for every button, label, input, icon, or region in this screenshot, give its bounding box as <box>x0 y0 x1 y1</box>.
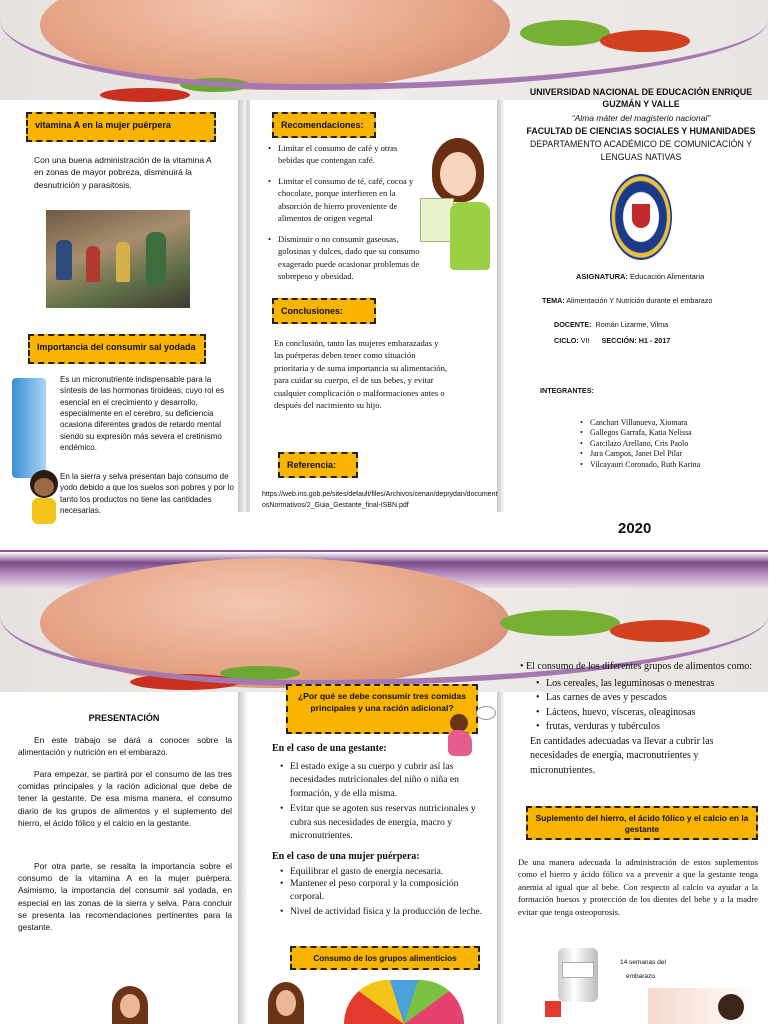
food-groups-content <box>520 660 756 778</box>
vitamin-a-text: Con una buena administración de la vitamina A en zonas de mayor pobreza, disminuirá la desnutrición y parasitosis. <box>34 155 212 190</box>
tomato-shape <box>100 88 190 102</box>
list-item: • Nivel de actividad física y la producción de leche. <box>280 906 490 918</box>
iodine-text: Es un micronutriente indispensable para la síntesis de las hormonas tiroideas, cuyo rol es esencial en el crecimiento y desarrollo, especialmente en el cerebro, su deficiencia ocasiona diferentes grados de retardo mental siendo su expresión más severa el cretinismo endémico. <box>60 375 225 453</box>
list-item: • Lácteos, huevo, vísceras, oleaginosas <box>536 706 756 721</box>
list-item: • Las carnes de aves y pescados <box>536 691 756 706</box>
supplement-note: 14 semanas del <box>620 959 666 966</box>
child-figure <box>86 246 100 282</box>
list-item: • Limitar el consumo de té, café, cocoa y chocolate, porque interfieren en la absorción de hierro proveniente de alimentos de origen vegetal <box>268 175 422 225</box>
presentation-title: PRESENTACIÓN <box>88 713 160 723</box>
list-item: • Evitar que se agoten sus reservas nutricionales y cubra sus necesidades de energía, macro y micronutrientes. <box>280 802 488 842</box>
woman-photo <box>268 982 304 1024</box>
reference-title-box <box>278 452 358 478</box>
pregnant-woman-photo <box>648 988 758 1024</box>
list-item: • Equilibrar el gasto de energía necesaria. <box>280 866 490 878</box>
woman-reading-cartoon <box>420 138 496 272</box>
university-name: UNIVERSIDAD NACIONAL DE EDUCACIÓN ENRIQUE GUZMÁN Y VALLE <box>529 87 753 110</box>
university-seal <box>610 174 672 260</box>
department-name: DEPARTAMENTO ACADÉMICO DE COMUNICACIÓN Y LENGUAS NATIVAS <box>529 139 753 162</box>
child-figure <box>116 242 130 282</box>
cycle-line: CICLO: VII SECCIÓN: H1 - 2017 <box>554 336 671 345</box>
recommendations-title: Recomendaciones: <box>281 120 364 130</box>
presentation-text: Por otra parte, se resalta la importancia sobre el consumo de la vitamina A en la mujer puérpera. Asimismo, la importancia del consumir sal yodada, en especial en las zonas de la sierra y selva. Para concluir se presenta las recomendaciones pertinentes para la gestante. <box>18 861 232 932</box>
food-groups-intro: • El consumo de los diferentes grupos de alimentos como: <box>520 661 753 672</box>
adult-figure <box>146 232 166 286</box>
members-list <box>580 418 766 470</box>
food-groups-list <box>536 677 756 735</box>
list-item: • Disminuir o no consumir gaseosas, golosinas y dulces, dado que su consumo exagerado puede ocasionar problemas de sobrepeso y obesidad. <box>268 233 422 283</box>
topic-line: TEMA: Alimentación Y Nutrición durante el embarazo <box>542 296 713 305</box>
iodine-title-box <box>28 334 206 364</box>
reference-link[interactable]: https://web.ins.gob.pe/sites/default/files/Archivos/cenan/deprydan/documentosNormativos/2_Guia_Gestante_final-ISBN.pdf <box>262 491 498 509</box>
medicine-box <box>544 1000 562 1018</box>
triptych-page-inside <box>0 588 768 1024</box>
children-photo <box>46 210 190 308</box>
university-motto: “Alma máter del magisterio nacional” <box>571 113 711 123</box>
list-item: • Limitar el consumo de café y otras bebidas que contengan café. <box>268 142 422 167</box>
pregnant-heading: En el caso de una gestante: <box>272 743 387 754</box>
list-item: • Canchari Villanueva, Xiomara <box>580 418 766 428</box>
list-item: • frutas, verduras y tubérculos <box>536 720 756 735</box>
conclusions-title-box <box>272 298 376 324</box>
members-label: INTEGRANTES: <box>540 386 594 395</box>
year: 2020 <box>618 520 652 537</box>
presentation-text: Para empezar, se partirá por el consumo de las tres comidas principales y la ración adicional que debe de tener la gestante. De esa misma manera, el consumo diario de los grupos de alimentos y el suplemento del hierro, el ácido fólico y el calcio en la gestante. <box>18 769 232 828</box>
conclusions-title: Conclusiones: <box>281 306 344 316</box>
reference-title: Referencia: <box>287 460 337 470</box>
postpartum-list <box>280 866 490 925</box>
recommendations-list <box>268 142 422 289</box>
iodine-title: Importancia del consumir sal yodada <box>37 342 196 352</box>
list-item: • Jara Campos, Janet Del Pilar <box>580 449 766 459</box>
recommendations-title-box <box>272 112 376 138</box>
teacher-line: DOCENTE: Román Lizarme, Vilma <box>554 320 669 329</box>
list-item: • Mantener el peso corporal y la composición corporal. <box>280 878 490 903</box>
child-cartoon <box>24 470 64 530</box>
woman-photo <box>112 986 148 1024</box>
presentation-text: En este trabajo se dará a conocer sobre la alimentación y nutrición en el embarazo. <box>18 735 232 758</box>
list-item: • Gallegos Garrafa, Katia Nelissa <box>580 428 766 438</box>
bottle-label <box>562 962 594 978</box>
supplement-bottle <box>558 948 598 1002</box>
list-item: • El estado exige a su cuerpo y cubrir así las necesidades nutricionales del niño o niña en formación, y de ella misma. <box>280 760 488 800</box>
list-item: • Garcilazo Arellano, Cris Paolo <box>580 439 766 449</box>
subject-line: ASIGNATURA: Educación Alimentaria <box>576 272 705 281</box>
supplement-title: Suplemento del hierro, el ácido fólico y el calcio en la gestante <box>535 813 749 835</box>
postpartum-heading: En el caso de una mujer puérpera: <box>272 851 420 862</box>
food-groups-outro: En cantidades adecuadas va llevar a cubrir las necesidades de energía, macronutrientes y micronutrientes. <box>530 735 714 776</box>
child-figure <box>56 240 72 280</box>
seal-shield-icon <box>632 204 650 228</box>
iodine-text-2: En la sierra y selva presentan bajo consumo de yodo debido a que los suelos son pobres y por lo tanto los productos no tiene las cantidades necesarias. <box>60 472 234 516</box>
header-banner-image <box>0 0 768 100</box>
list-item: • Vilcayauri Coronado, Ruth Karina <box>580 460 766 470</box>
vitamin-a-title: vitamina A en la mujer puérpera <box>35 120 171 130</box>
ruler-illustration <box>12 378 46 478</box>
food-groups-title-box <box>290 946 480 970</box>
faculty-name: FACULTAD DE CIENCIAS SOCIALES Y HUMANIDADES <box>526 126 756 136</box>
list-item: • Los cereales, las leguminosas o menestras <box>536 677 756 692</box>
supplement-title-box <box>526 806 758 840</box>
conclusions-text: En conclusión, tanto las mujeres embarazadas y las puérperas deben tener como situación prioritaria y de suma importancia su alimentación, para cuidar su cuerpo, el de sus bebes, y evitar cualquier complicación o malformaciones antes o después del nacimiento su hijo. <box>274 338 448 411</box>
speech-bubble-icon <box>476 706 496 720</box>
supplement-note: embarazo. <box>626 973 657 980</box>
food-groups-title: Consumo de los grupos alimenticios <box>313 954 457 963</box>
why-three-meals-title: ¿Por qué se debe consumir tres comidas principales y una ración adicional? <box>297 691 467 713</box>
pregnant-list <box>280 760 488 849</box>
vitamin-a-title-box <box>26 112 216 142</box>
supplement-text: De una manera adecuada la administración de estos suplementos como el hierro y ácido fólico va a prevenir a que la gestante tenga anemia al igual que al bebe. Con respecto al calcio va ayudar a la formación huesos y protección de los dientes del bebe y a la madre evitar que tenga osteoporosis. <box>518 857 758 917</box>
